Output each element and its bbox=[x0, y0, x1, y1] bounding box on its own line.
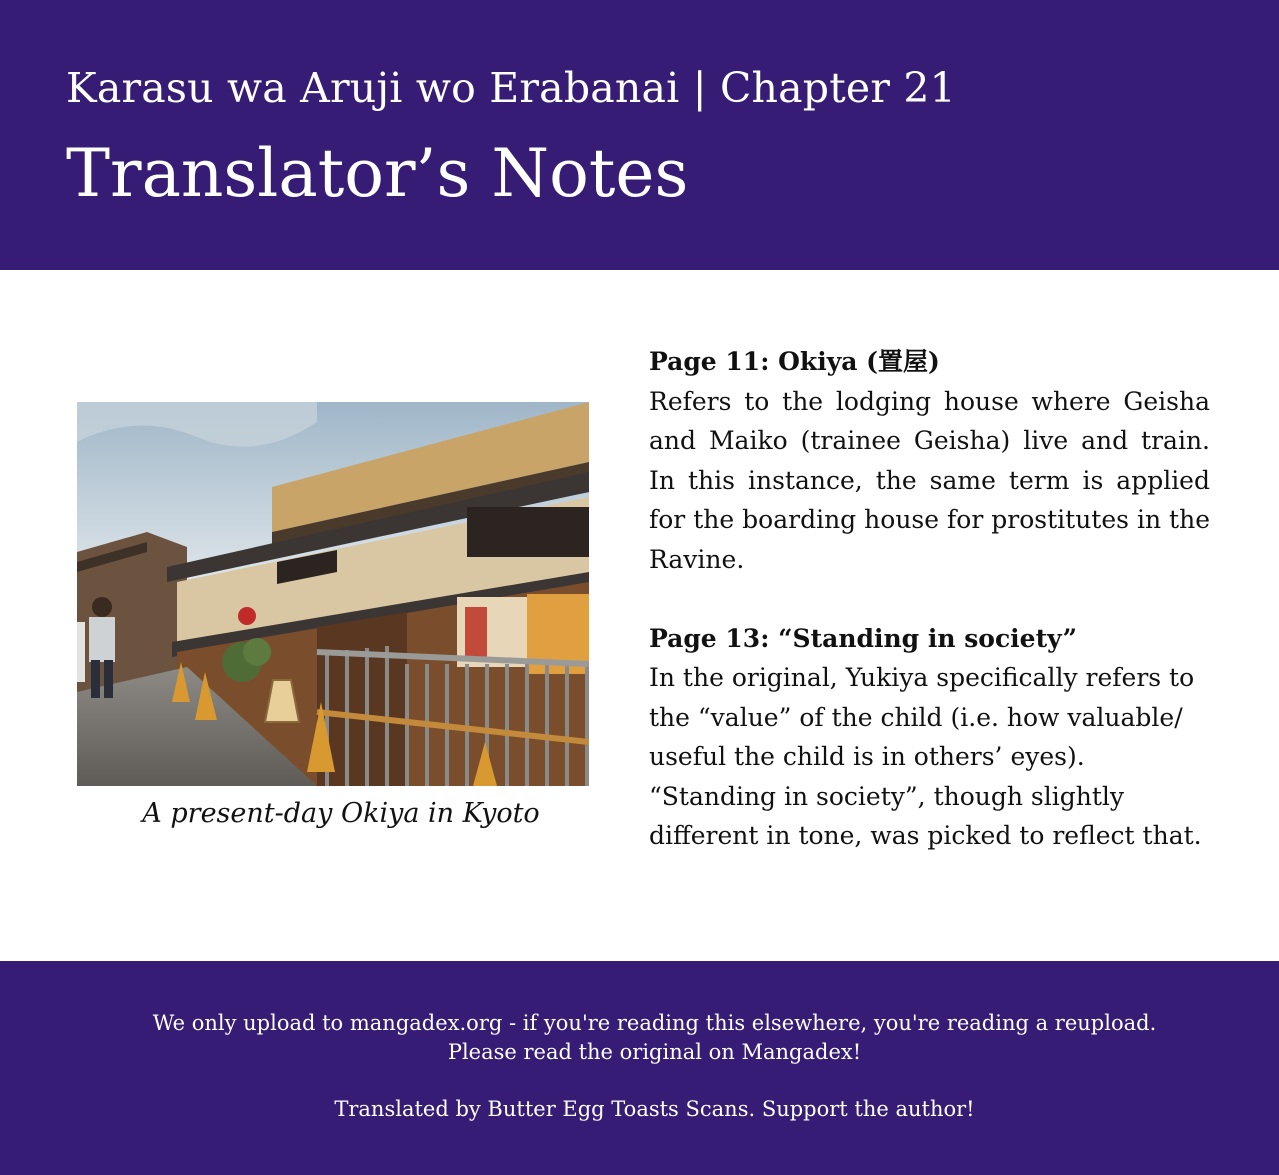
notes-column bbox=[649, 342, 1210, 856]
footer-credits: Translated by Butter Egg Toasts Scans. Support the author! bbox=[334, 1097, 975, 1121]
note-heading: Page 13: “Standing in society” bbox=[649, 623, 1077, 653]
note-heading: Page 11: Okiya (置屋) bbox=[649, 347, 940, 376]
photo-caption: A present-day Okiya in Kyoto bbox=[142, 798, 540, 829]
note-okiya bbox=[649, 342, 1210, 579]
note-standing-in-society bbox=[649, 619, 1210, 856]
footer-read-original: Please read the original on Mangadex! bbox=[447, 1040, 862, 1064]
series-chapter-title: Karasu wa Aruji wo Erabanai | Chapter 21 bbox=[66, 64, 956, 112]
header-band bbox=[0, 0, 1279, 270]
footer-band bbox=[0, 961, 1279, 1175]
footer-upload-notice: We only upload to mangadex.org - if you're reading this elsewhere, you're reading a reupload. bbox=[152, 1011, 1157, 1035]
note-body: In the original, Yukiya specifically refers to the “value” of the child (i.e. how valuable/ useful the child is in others’ eyes). “Standing in society”, though slightly different in tone, was picked to reflect that. bbox=[649, 663, 1202, 850]
okiya-photo bbox=[77, 402, 589, 786]
page-title: Translator’s Notes bbox=[66, 135, 689, 212]
note-body: Refers to the lodging house where Geisha and Maiko (trainee Geisha) live and train. In this instance, the same term is applied for the boarding house for prostitutes in the Ravine. bbox=[649, 386, 1210, 574]
